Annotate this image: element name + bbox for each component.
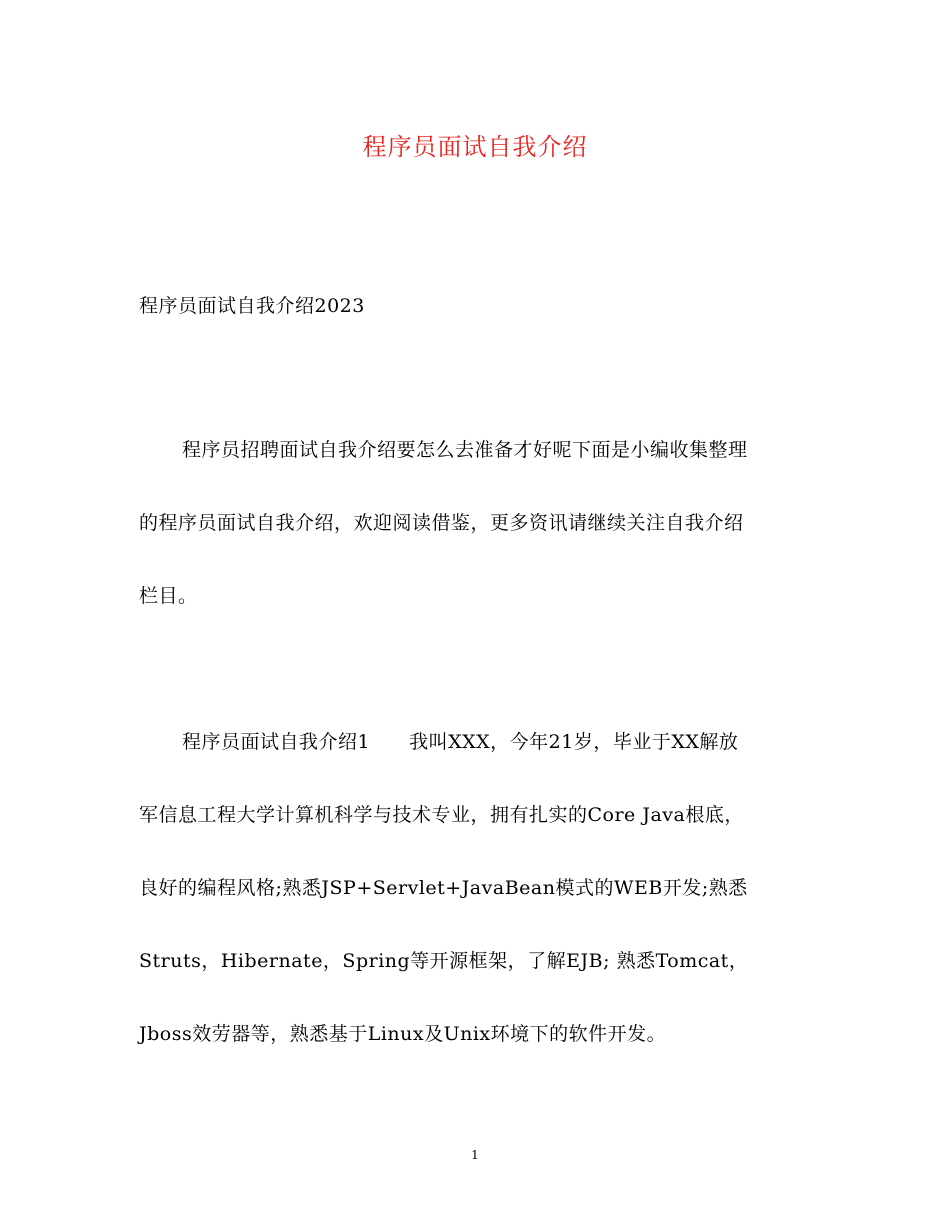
- self-intro-paragraph: [139, 706, 819, 1071]
- self-intro-paragraph-line: Jboss效劳器等，熟悉基于Linux及Unix环境下的软件开发。: [139, 1023, 667, 1045]
- self-intro-paragraph-line: Struts，Hibernate，Spring等开源框架，了解EJB; 熟悉Tomcat，: [139, 950, 749, 972]
- intro-paragraph: [139, 414, 819, 633]
- page-number: 1: [471, 1148, 479, 1162]
- intro-paragraph-line: 程序员招聘面试自我介绍要怎么去准备才好呢下面是小编收集整理: [182, 439, 748, 461]
- self-intro-paragraph-line: 程序员面试自我介绍1 我叫XXX，今年21岁，毕业于XX解放: [182, 731, 739, 753]
- self-intro-paragraph-line: 良好的编程风格;熟悉JSP+Servlet+JavaBean模式的WEB开发;熟悉: [139, 877, 748, 899]
- self-intro-paragraph-line: 军信息工程大学计算机科学与技术专业，拥有扎实的Core Java根底，: [139, 804, 744, 826]
- intro-paragraph-line: 的程序员面试自我介绍，欢迎阅读借鉴，更多资讯请继续关注自我介绍: [139, 512, 744, 534]
- document-subtitle: 程序员面试自我介绍2023: [139, 295, 365, 317]
- document-title: 程序员面试自我介绍: [362, 133, 588, 161]
- intro-paragraph-line: 栏目。: [139, 585, 198, 607]
